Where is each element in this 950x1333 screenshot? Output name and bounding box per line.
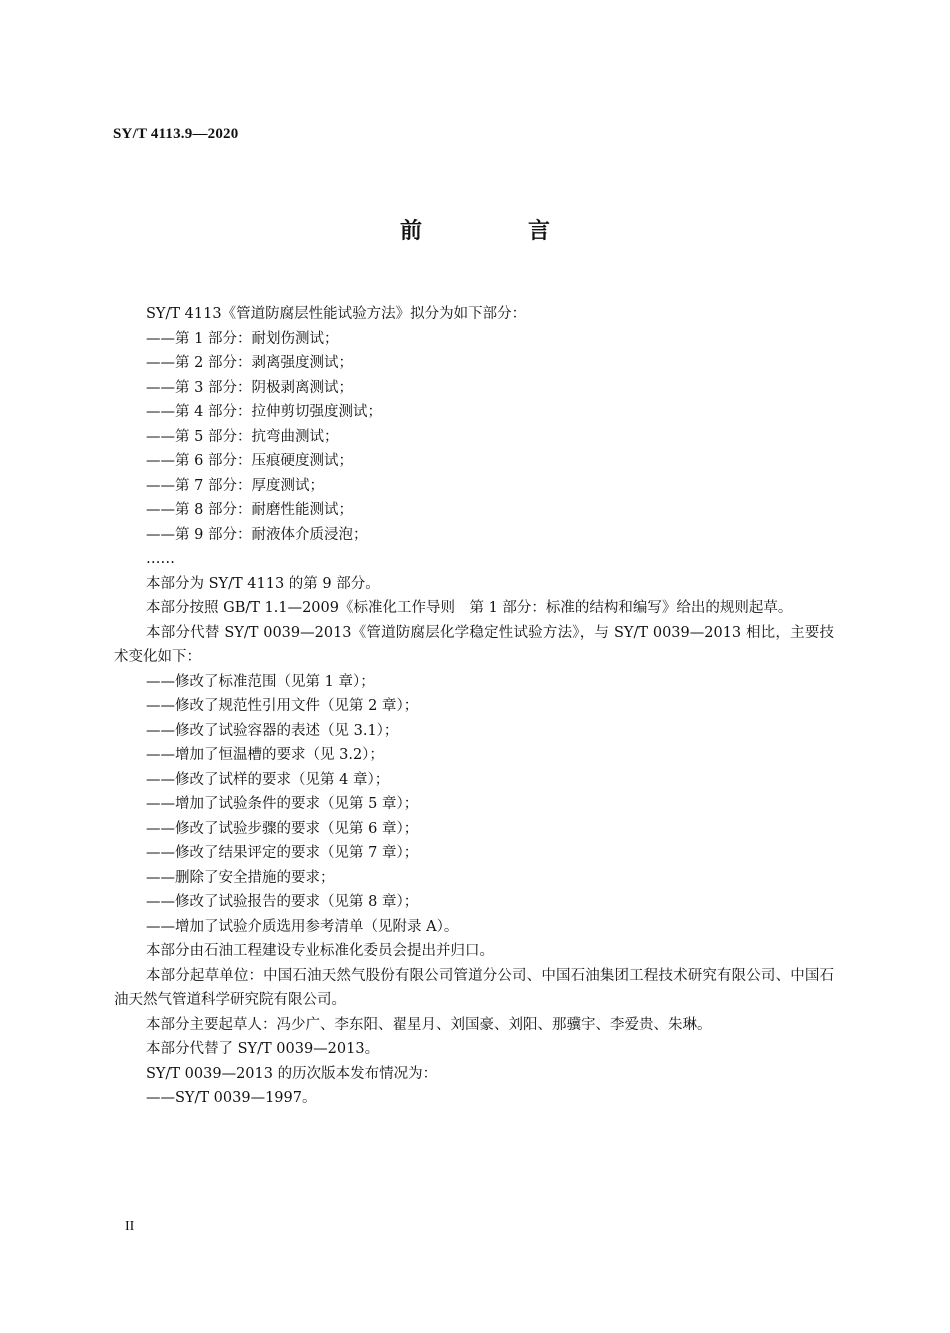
foreword-body [114,302,834,1111]
changes-list [114,670,834,940]
intro-paragraph: SY/T 4113《管道防腐层性能试验方法》拟分为如下部分： [146,306,527,322]
list-item: ——第 3 部分：阴极剥离测试； [146,379,353,396]
list-item: ——第 4 部分：拉伸剪切强度测试； [146,404,382,420]
list-item: ——修改了规范性引用文件（见第 2 章）； [146,698,419,714]
list-item: ——修改了试验容器的表述（见 3.1）； [146,722,399,739]
replacement-paragraph: 本部分代替 SY/T 0039—2013《管道防腐层化学稳定性试验方法》，与 SY/T 0039—2013 相比，主要技术变化如下： [114,624,834,665]
standard-code: SY/T 4113.9—2020 [113,126,239,142]
drafting-units-paragraph: 本部分起草单位：中国石油天然气股份有限公司管道分公司、中国石油集团工程技术研究有限公司、中国石油天然气管道科学研究院有限公司。 [114,967,834,1008]
list-item: ——第 8 部分：耐磨性能测试； [146,502,353,518]
list-item: ——第 6 部分：压痕硬度测试； [146,453,353,469]
list-item: ——第 2 部分：剥离强度测试； [146,355,353,371]
list-item: ——增加了试验介质选用参考清单（见附录 A）。 [146,918,459,935]
list-item: ——删除了安全措施的要求； [146,869,335,886]
list-item: ——修改了标准范围（见第 1 章）； [146,673,375,690]
ellipsis: …… [146,551,175,567]
list-item: ——增加了试验条件的要求（见第 5 章）； [146,796,419,812]
list-item: ——增加了恒温槽的要求（见 3.2）； [146,747,384,763]
page-number: II [125,1219,135,1234]
drafting-rule-paragraph: 本部分按照 GB/T 1.1—2009《标准化工作导则 第 1 部分：标准的结构和编写》给出的规则起草。 [146,600,793,616]
page-title: 前 言 [399,219,592,244]
part-statement: 本部分为 SY/T 4113 的第 9 部分。 [146,575,380,592]
replaced-paragraph: 本部分代替了 SY/T 0039—2013。 [146,1041,380,1057]
proposed-by-paragraph: 本部分由石油工程建设专业标准化委员会提出并归口。 [146,943,494,959]
list-item: ——第 5 部分：抗弯曲测试； [146,428,339,445]
list-item: ——修改了试样的要求（见第 4 章）； [146,771,390,788]
parts-list [114,327,834,548]
drafters-paragraph: 本部分主要起草人：冯少广、李东阳、翟星月、刘国豪、刘阳、那骥宇、李爱贵、朱琳。 [146,1016,712,1033]
list-item: ——修改了试验步骤的要求（见第 6 章）； [146,820,419,837]
list-item: ——第 9 部分：耐液体介质浸泡； [146,526,368,543]
list-item: ——第 7 部分：厚度测试； [146,477,324,494]
history-title: SY/T 0039—2013 的历次版本发布情况为： [146,1065,438,1082]
list-item: ——SY/T 0039—1997。 [146,1090,317,1106]
list-item: ——修改了结果评定的要求（见第 7 章）； [146,845,419,861]
list-item: ——第 1 部分：耐划伤测试； [146,330,339,347]
list-item: ——修改了试验报告的要求（见第 8 章）； [146,894,419,910]
